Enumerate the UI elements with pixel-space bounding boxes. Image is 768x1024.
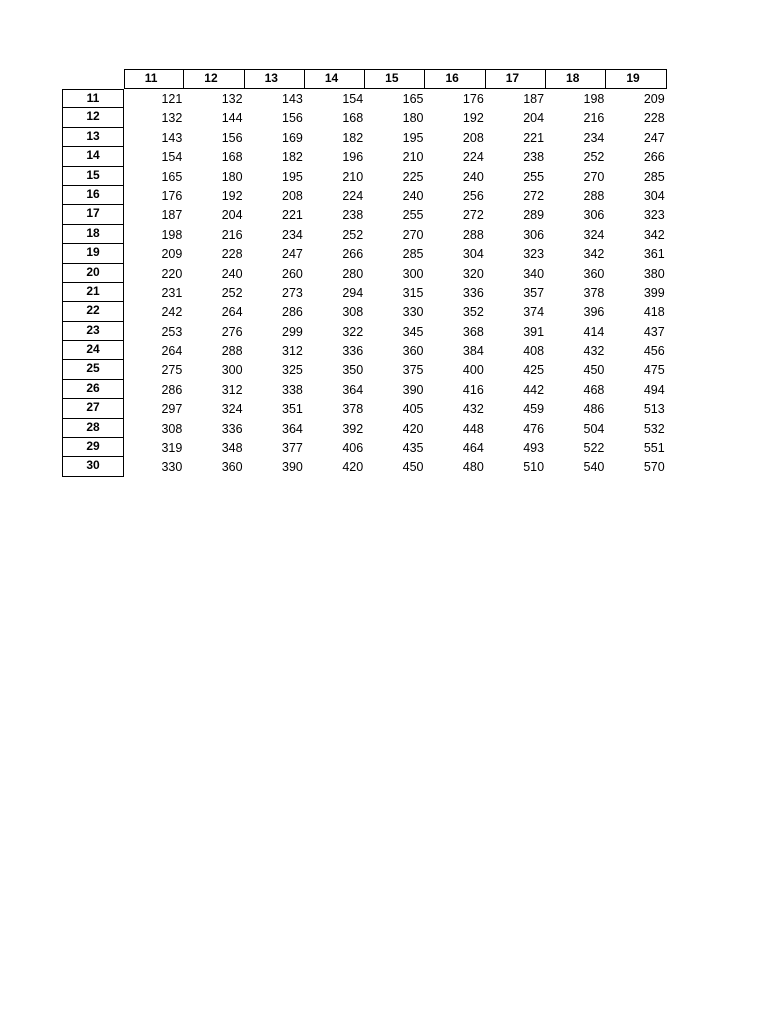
table-row [62, 399, 667, 418]
table-cell: 368 [462, 324, 484, 339]
table-cell: 420 [342, 460, 364, 475]
table-row [62, 167, 667, 186]
table-cell: 320 [462, 266, 484, 281]
table-row [62, 438, 667, 457]
table-cell: 377 [282, 441, 303, 456]
table-cell: 198 [161, 227, 183, 242]
table-cell: 306 [523, 227, 545, 242]
table-row [62, 186, 667, 205]
table-cell: 253 [161, 324, 183, 339]
column-header: 19 [606, 69, 666, 89]
table-cell: 272 [523, 188, 545, 203]
row-header: 29 [62, 438, 124, 457]
table-cell: 294 [342, 285, 364, 300]
table-cell: 187 [161, 208, 183, 223]
table-cell: 182 [282, 150, 303, 165]
table-row [62, 302, 667, 321]
table-cell: 352 [462, 305, 484, 320]
table-row [62, 108, 667, 127]
table-cell: 450 [402, 460, 424, 475]
table-cell: 437 [643, 324, 665, 339]
table-row [62, 360, 667, 379]
table-cell: 336 [342, 344, 364, 359]
table-cell: 224 [342, 188, 364, 203]
table-cell: 319 [161, 441, 183, 456]
table-cell: 208 [462, 130, 484, 145]
table-cell: 448 [462, 421, 484, 436]
table-cell: 286 [161, 382, 183, 397]
table-cell: 510 [523, 460, 545, 475]
table-cell: 338 [282, 382, 303, 397]
table-cell: 330 [402, 305, 424, 320]
table-cell: 238 [523, 150, 545, 165]
table-cell: 476 [523, 421, 545, 436]
column-header: 13 [245, 69, 305, 89]
table-cell: 165 [402, 92, 424, 106]
multiplication-table [62, 69, 667, 477]
table-cell: 322 [342, 324, 364, 339]
table-cell: 221 [282, 208, 303, 223]
table-cell: 297 [161, 402, 183, 417]
table-cell: 416 [462, 382, 484, 397]
table-cell: 168 [342, 111, 364, 126]
table-row [62, 419, 667, 438]
table-cell: 380 [643, 266, 665, 281]
table-row [62, 264, 667, 283]
table-cell: 280 [342, 266, 364, 281]
table-cell: 312 [221, 382, 243, 397]
table-cell: 360 [402, 344, 424, 359]
row-header: 27 [62, 399, 124, 418]
table-cell: 209 [643, 92, 665, 106]
table-cell: 540 [583, 460, 605, 475]
table-cell: 198 [583, 92, 605, 106]
table-cell: 270 [583, 169, 605, 184]
table-cell: 351 [282, 402, 303, 417]
table-cell: 228 [643, 111, 665, 126]
table-cell: 180 [402, 111, 424, 126]
table-cell: 392 [342, 421, 364, 436]
column-header: 15 [365, 69, 425, 89]
table-cell: 364 [342, 382, 364, 397]
table-cell: 143 [282, 92, 303, 106]
table-cell: 228 [221, 247, 243, 262]
table-cell: 231 [161, 285, 183, 300]
table-cell: 165 [161, 169, 183, 184]
table-cell: 234 [282, 227, 303, 242]
table-cell: 204 [221, 208, 243, 223]
table-cell: 288 [462, 227, 484, 242]
table-cell: 306 [583, 208, 605, 223]
table-cell: 210 [342, 169, 364, 184]
table-cell: 350 [342, 363, 364, 378]
table-cell: 384 [462, 344, 484, 359]
table-cell: 342 [583, 247, 605, 262]
row-header: 26 [62, 380, 124, 399]
table-row [62, 244, 667, 263]
table-cell: 225 [402, 169, 424, 184]
row-header: 13 [62, 128, 124, 147]
table-cell: 216 [583, 111, 605, 126]
table-cell: 340 [523, 266, 545, 281]
row-header: 19 [62, 244, 124, 263]
table-cell: 285 [402, 247, 424, 262]
table-cell: 187 [523, 92, 545, 106]
table-row [62, 128, 667, 147]
row-header: 25 [62, 360, 124, 379]
column-header: 14 [305, 69, 365, 89]
table-cell: 264 [221, 305, 243, 320]
table-row [62, 225, 667, 244]
table-cell: 304 [462, 247, 484, 262]
table-cell: 435 [402, 441, 424, 456]
table-cell: 252 [221, 285, 243, 300]
table-cell: 432 [583, 344, 605, 359]
table-cell: 456 [643, 344, 665, 359]
table-cell: 216 [221, 227, 243, 242]
table-cell: 324 [583, 227, 605, 242]
table-cell: 204 [523, 111, 545, 126]
table-cell: 308 [161, 421, 183, 436]
table-cell: 240 [402, 188, 424, 203]
table-cell: 493 [523, 441, 545, 456]
table-cell: 288 [221, 344, 243, 359]
table-cell: 405 [402, 402, 424, 417]
table-cell: 300 [221, 363, 243, 378]
row-header: 16 [62, 186, 124, 205]
table-cell: 400 [462, 363, 484, 378]
row-header: 11 [62, 89, 124, 108]
table-cell: 570 [643, 460, 665, 475]
column-header: 12 [184, 69, 244, 89]
table-cell: 468 [583, 382, 605, 397]
table-cell: 532 [643, 421, 665, 436]
table-cell: 208 [282, 188, 303, 203]
table-cell: 323 [643, 208, 665, 223]
table-cell: 378 [583, 285, 605, 300]
table-cell: 266 [643, 150, 665, 165]
table-row [62, 89, 667, 108]
table-cell: 420 [402, 421, 424, 436]
table-cell: 486 [583, 402, 605, 417]
table-cell: 240 [462, 169, 484, 184]
table-cell: 336 [221, 421, 243, 436]
table-cell: 156 [282, 111, 303, 126]
table-cell: 143 [161, 130, 183, 145]
table-cell: 442 [523, 382, 545, 397]
table-cell: 286 [282, 305, 303, 320]
table-cell: 378 [342, 402, 364, 417]
table-row [62, 205, 667, 224]
table-cell: 345 [402, 324, 424, 339]
table-cell: 221 [523, 130, 545, 145]
table-cell: 176 [161, 188, 183, 203]
table-cell: 551 [643, 441, 665, 456]
table-cell: 289 [523, 208, 545, 223]
table-cell: 182 [342, 130, 364, 145]
table-cell: 408 [523, 344, 545, 359]
table-cell: 330 [161, 460, 183, 475]
table-cell: 364 [282, 421, 303, 436]
table-cell: 168 [221, 150, 243, 165]
table-cell: 255 [402, 208, 424, 223]
table-cell: 255 [523, 169, 545, 184]
table-cell: 348 [221, 441, 243, 456]
table-cell: 399 [643, 285, 665, 300]
table-row [62, 322, 667, 341]
column-header: 16 [425, 69, 485, 89]
table-cell: 240 [221, 266, 243, 281]
row-header: 30 [62, 457, 124, 476]
table-cell: 522 [583, 441, 605, 456]
table-cell: 192 [462, 111, 484, 126]
table-cell: 260 [282, 266, 303, 281]
table-cell: 391 [523, 324, 545, 339]
table-cell: 336 [462, 285, 484, 300]
table-cell: 390 [282, 460, 303, 475]
table-cell: 432 [462, 402, 484, 417]
column-header: 18 [546, 69, 606, 89]
table-row [62, 457, 667, 476]
table-cell: 273 [282, 285, 303, 300]
table-cell: 315 [402, 285, 424, 300]
table-cell: 169 [282, 130, 303, 145]
row-header: 12 [62, 108, 124, 127]
table-cell: 156 [221, 130, 243, 145]
table-cell: 252 [342, 227, 364, 242]
table-cell: 357 [523, 285, 545, 300]
table-cell: 270 [402, 227, 424, 242]
table-cell: 195 [282, 169, 303, 184]
table-cell: 285 [643, 169, 665, 184]
table-cell: 299 [282, 324, 303, 339]
table-cell: 459 [523, 402, 545, 417]
table-cell: 180 [221, 169, 243, 184]
table-cell: 513 [643, 402, 665, 417]
table-cell: 247 [643, 130, 665, 145]
row-header: 28 [62, 419, 124, 438]
table-row [62, 380, 667, 399]
table-cell: 121 [161, 92, 183, 106]
table-cell: 312 [282, 344, 303, 359]
row-header: 17 [62, 205, 124, 224]
row-header: 24 [62, 341, 124, 360]
table-cell: 360 [583, 266, 605, 281]
row-header: 18 [62, 225, 124, 244]
table-cell: 220 [161, 266, 183, 281]
table-cell: 504 [583, 421, 605, 436]
table-cell: 192 [221, 188, 243, 203]
table-cell: 288 [583, 188, 605, 203]
table-cell: 154 [161, 150, 183, 165]
table-cell: 361 [643, 247, 665, 262]
table-cell: 425 [523, 363, 545, 378]
table-cell: 375 [402, 363, 424, 378]
table-cell: 195 [402, 130, 424, 145]
table-cell: 144 [221, 111, 243, 126]
table-cell: 275 [161, 363, 183, 378]
table-cell: 132 [221, 92, 243, 106]
table-cell: 276 [221, 324, 243, 339]
table-cell: 264 [161, 344, 183, 359]
table-cell: 323 [523, 247, 545, 262]
row-header: 15 [62, 167, 124, 186]
table-cell: 238 [342, 208, 364, 223]
table-cell: 132 [161, 111, 183, 126]
table-cell: 234 [583, 130, 605, 145]
table-cell: 209 [161, 247, 183, 262]
table-cell: 396 [583, 305, 605, 320]
table-cell: 475 [643, 363, 665, 378]
row-header: 22 [62, 302, 124, 321]
table-cell: 247 [282, 247, 303, 262]
table-cell: 154 [342, 92, 364, 106]
table-cell: 464 [462, 441, 484, 456]
column-header: 17 [486, 69, 546, 89]
column-header: 11 [124, 69, 184, 89]
table-cell: 300 [402, 266, 424, 281]
corner-cell [62, 69, 124, 89]
row-header: 20 [62, 264, 124, 283]
table-cell: 242 [161, 305, 183, 320]
table-cell: 224 [462, 150, 484, 165]
table-cell: 210 [402, 150, 424, 165]
table-cell: 196 [342, 150, 364, 165]
table-cell: 406 [342, 441, 364, 456]
table-cell: 176 [462, 92, 484, 106]
table-cell: 450 [583, 363, 605, 378]
table-row [62, 341, 667, 360]
row-header: 23 [62, 322, 124, 341]
table-cell: 480 [462, 460, 484, 475]
table-cell: 494 [643, 382, 665, 397]
table-cell: 414 [583, 324, 605, 339]
table-cell: 304 [643, 188, 665, 203]
table-cell: 308 [342, 305, 364, 320]
table-cell: 272 [462, 208, 484, 223]
table-cell: 374 [523, 305, 545, 320]
table-cell: 390 [402, 382, 424, 397]
table-row [62, 283, 667, 302]
table-cell: 325 [282, 363, 303, 378]
row-header: 21 [62, 283, 124, 302]
table-cell: 324 [221, 402, 243, 417]
table-cell: 252 [583, 150, 605, 165]
table-cell: 418 [643, 305, 665, 320]
table-cell: 266 [342, 247, 364, 262]
table-cell: 360 [221, 460, 243, 475]
row-header: 14 [62, 147, 124, 166]
table-row [62, 147, 667, 166]
table-body [62, 89, 667, 477]
column-header-row [62, 69, 667, 89]
table-cell: 342 [643, 227, 665, 242]
table-cell: 256 [462, 188, 484, 203]
